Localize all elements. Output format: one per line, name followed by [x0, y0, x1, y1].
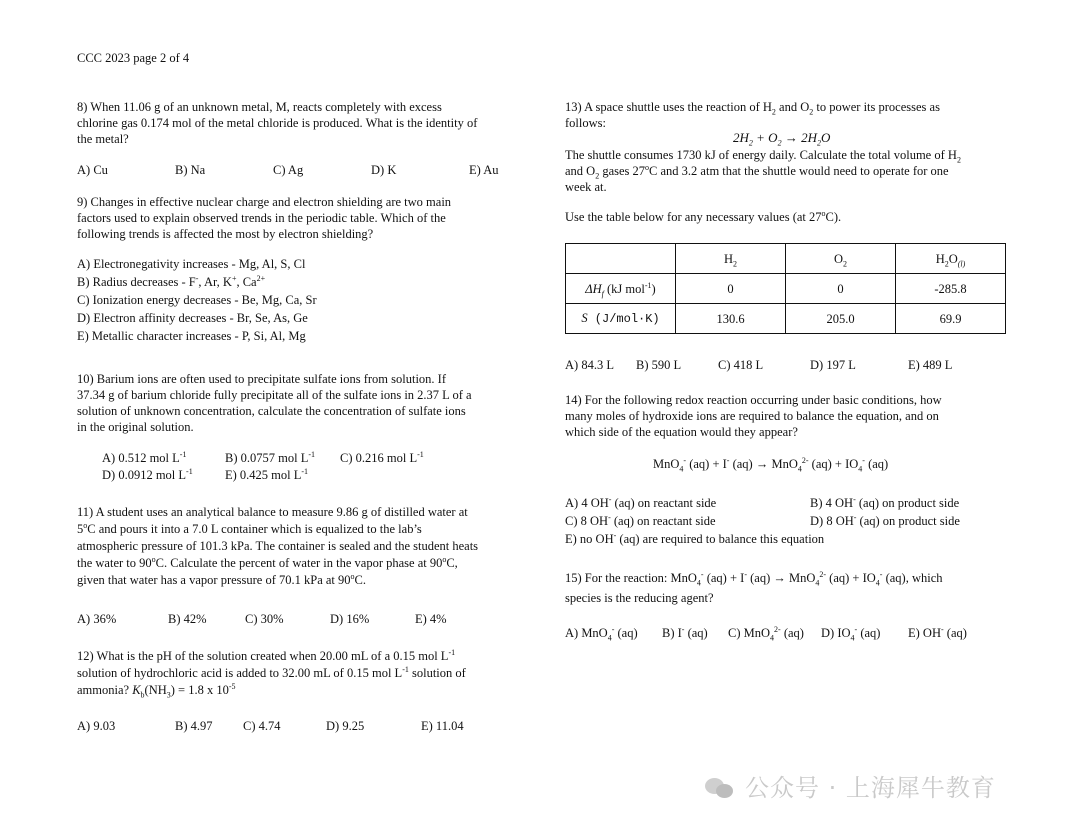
question-10-option-b: B) 0.0757 mol $L^{-1}$ — [225, 449, 316, 465]
table-cell: 69.9 — [896, 304, 1006, 334]
question-15-option-d: D) $IO_4^-$ (aq) — [821, 624, 881, 643]
table-cell: 205.0 — [786, 304, 896, 334]
question-8-option-d: D) K — [371, 163, 397, 177]
question-11-option-a: A) 36% — [77, 612, 117, 626]
question-13-line-4: and $O_2$ gases 27$^o$C and 3.2 atm that the shuttle would need to operate for one — [565, 162, 949, 181]
question-13-option-b: B) 590 L — [636, 358, 682, 372]
question-11-line-5: given that water has a vapor pressure of 70.1 kPa at 90$^o$C. — [77, 571, 366, 587]
question-14-option-a: A) 4 OH- (aq) on reactant side — [565, 494, 717, 510]
question-8-option-e: E) Au — [469, 163, 499, 177]
question-11-line-4: the water to 90$^o$C. Calculate the percent of water in the vapor phase at 90$^o$C, — [77, 554, 458, 570]
table-row-label-entropy: S (J/mol·K) — [566, 304, 676, 334]
question-9-option-b: B) Radius decreases - F-, Ar, K+, $Ca^{2+}$ — [77, 273, 266, 289]
question-8-option-a: A) Cu — [77, 163, 108, 177]
question-11-option-b: B) 42% — [168, 612, 207, 626]
question-13-body — [565, 147, 1015, 195]
table-row — [566, 274, 1006, 304]
table-header-row — [566, 244, 1006, 274]
question-13 — [565, 99, 1015, 131]
table-cell: -285.8 — [896, 274, 1006, 304]
question-13-option-a: A) 84.3 L — [565, 358, 614, 372]
question-10-line-2: 37.34 g of barium chloride fully precipitate all of the sulfate ions in 2.37 L of a — [77, 388, 472, 402]
question-10-option-d: D) 0.0912 mol $L^{-1}$ — [102, 466, 193, 482]
question-11-line-3: atmospheric pressure of 101.3 kPa. The container is sealed and the student heats — [77, 539, 479, 553]
question-8-line-2: chlorine gas 0.174 mol of the metal chloride is produced. What is the identity of — [77, 116, 478, 130]
question-14-option-b: B) 4 OH- (aq) on product side — [810, 494, 960, 510]
page-header: CCC 2023 page 2 of 4 — [77, 51, 190, 65]
question-10-option-c: C) 0.216 mol $L^{-1}$ — [340, 449, 424, 465]
question-9-option-d: D) Electron affinity decreases - Br, Se, As, Ge — [77, 311, 308, 325]
question-11-line-1: 11) A student uses an analytical balance to measure 9.86 g of distilled water at — [77, 505, 468, 519]
question-12-option-d: D) 9.25 — [326, 719, 365, 733]
question-8 — [77, 99, 527, 147]
question-15-line-2: species is the reducing agent? — [565, 591, 714, 605]
question-14-line-1: 14) For the following redox reaction occurring under basic conditions, how — [565, 393, 942, 407]
question-13-line-1: 13) A space shuttle uses the reaction of $H_2$ and $O_2$ to power its processes as — [565, 100, 940, 117]
question-13-line-2: follows: — [565, 116, 606, 130]
question-10-option-a: A) 0.512 mol $L^{-1}$ — [102, 449, 187, 465]
question-9-line-1: 9) Changes in effective nuclear charge and electron shielding are two main — [77, 195, 452, 209]
question-15 — [565, 568, 1025, 608]
question-9-option-a: A) Electronegativity increases - Mg, Al, S, Cl — [77, 257, 306, 271]
question-13-option-e: E) 489 L — [908, 358, 953, 372]
question-9-line-2: factors used to explain observed trends in the periodic table. Which of the — [77, 211, 446, 225]
question-9-option-c: C) Ionization energy decreases - Be, Mg, Ca, Sr — [77, 293, 317, 307]
question-9 — [77, 194, 527, 242]
question-11 — [77, 504, 527, 589]
question-13-equation: $2H_2 + O_2 \to 2H_2O$ — [733, 130, 831, 148]
question-9-line-3: following trends is affected the most by electron shielding? — [77, 227, 374, 241]
question-13-line-3: The shuttle consumes 1730 kJ of energy daily. Calculate the total volume of $H_2$ — [565, 148, 961, 165]
table-header-o2: $O_2$ — [786, 244, 896, 274]
question-11-option-d: D) 16% — [330, 612, 370, 626]
table-cell: 0 — [676, 274, 786, 304]
question-8-line-1: 8) When 11.06 g of an unknown metal, M, reacts completely with excess — [77, 100, 442, 114]
question-14-line-2: many moles of hydroxide ions are required to balance the equation, and on — [565, 409, 939, 423]
table-header-h2: $H_2$ — [676, 244, 786, 274]
question-13-option-c: C) 418 L — [718, 358, 764, 372]
question-11-option-c: C) 30% — [245, 612, 284, 626]
thermo-data-table — [565, 243, 1006, 334]
question-12-option-e: E) 11.04 — [421, 719, 464, 733]
question-15-option-b: B) I- (aq) — [662, 624, 708, 640]
question-12-line-1: 12) What is the pH of the solution created when 20.00 mL of a 0.15 mol $L^{-1}$ — [77, 647, 456, 663]
question-11-line-2: 5$^o$C and pours it into a 7.0 L container which is equalized to the lab’s — [77, 520, 422, 536]
question-14-option-e: E) no OH- (aq) are required to balance this equation — [565, 530, 825, 546]
question-12-option-a: A) 9.03 — [77, 719, 116, 733]
question-10-option-e: E) 0.425 mol $L^{-1}$ — [225, 466, 309, 482]
question-10-line-1: 10) Barium ions are often used to precipitate sulfate ions from solution. If — [77, 372, 447, 386]
question-12-option-c: C) 4.74 — [243, 719, 281, 733]
table-corner-cell — [566, 244, 676, 274]
watermark — [705, 776, 996, 800]
wechat-icon — [705, 776, 735, 800]
question-13-table-note: Use the table below for any necessary values (at 27$^o$C). — [565, 208, 842, 224]
question-12-line-3: ammonia? $K_b(NH_3) = 1.8$ x $10^{-5}$ — [77, 681, 236, 700]
question-15-option-a: A) MnO$_4$- (aq) — [565, 624, 638, 643]
question-12-option-b: B) 4.97 — [175, 719, 213, 733]
question-11-option-e: E) 4% — [415, 612, 447, 626]
question-10-line-4: in the original solution. — [77, 420, 194, 434]
table-row-label-enthalpy: $\Delta H_f$ (kJ mol$^{-1}$) — [566, 274, 676, 304]
question-14-line-3: which side of the equation would they appear? — [565, 425, 798, 439]
question-15-option-c: C) MnO$_4^{2-}$ (aq) — [728, 624, 804, 643]
question-15-line-1: 15) For the reaction: MnO$_4$- (aq) + I- (aq) → MnO$_4^{2-}$ $(aq) + IO_4^-$ (aq), which — [565, 569, 943, 588]
question-13-option-d: D) 197 L — [810, 358, 856, 372]
question-12-line-2: solution of hydrochloric acid is added to 32.00 mL of 0.15 mol $L^{-1}$ solution of — [77, 664, 466, 680]
table-row — [566, 304, 1006, 334]
question-13-line-5: week at. — [565, 180, 607, 194]
table-cell: 130.6 — [676, 304, 786, 334]
question-10 — [77, 371, 527, 435]
question-9-options — [77, 255, 317, 345]
question-14-option-d: D) 8 OH- (aq) on product side — [810, 512, 960, 528]
question-8-option-b: B) Na — [175, 163, 206, 177]
question-14-option-c: C) 8 OH- (aq) on reactant side — [565, 512, 716, 528]
question-10-line-3: solution of unknown concentration, calculate the concentration of sulfate ions — [77, 404, 466, 418]
question-8-option-c: C) Ag — [273, 163, 304, 177]
question-15-option-e: E) OH- (aq) — [908, 624, 967, 640]
table-cell: 0 — [786, 274, 896, 304]
question-14-equation: MnO$_4$- (aq) + I- (aq) → MnO$_4^{2-}$ $(aq) + IO_4^-$ (aq) — [653, 455, 889, 474]
question-12 — [77, 648, 527, 699]
question-8-line-3: the metal? — [77, 132, 129, 146]
question-9-option-e: E) Metallic character increases - P, Si, Al, Mg — [77, 329, 306, 343]
table-header-h2o: $H_2O_{(l)}$ — [896, 244, 1006, 274]
watermark-text: 公众号 · 上海犀牛教育 — [745, 774, 996, 802]
question-14 — [565, 392, 1015, 440]
